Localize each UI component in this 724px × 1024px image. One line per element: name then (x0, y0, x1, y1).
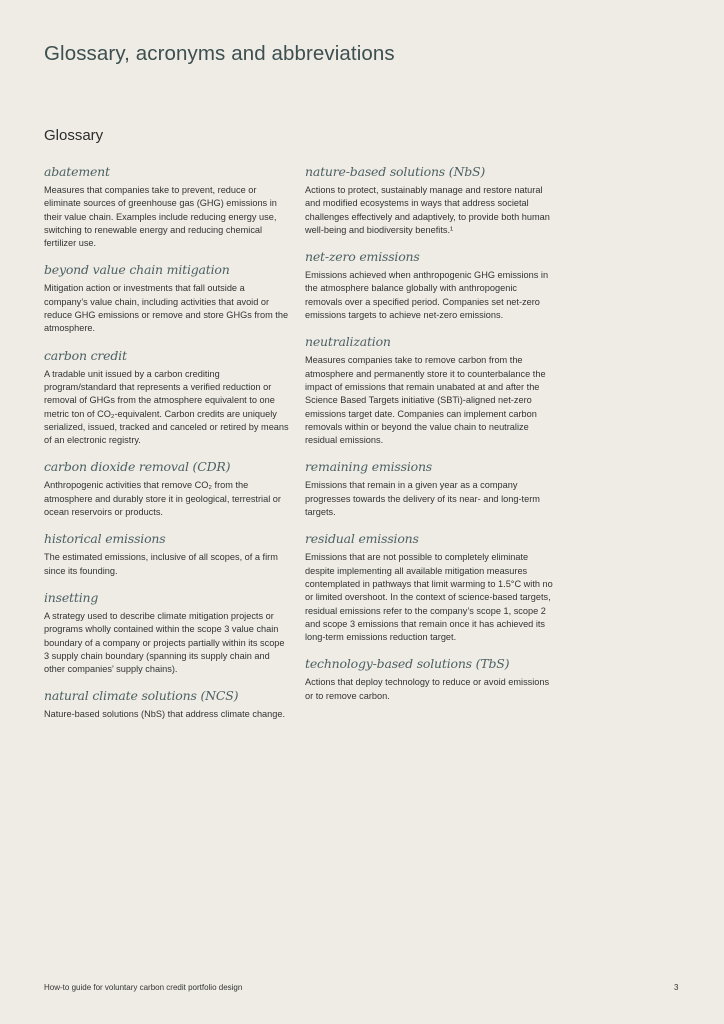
glossary-definition: Mitigation action or investments that fall outside a company’s value chain, including activities that avoid or reduce GHG emissions or remove and store GHGs from the atmosphere. (44, 283, 289, 334)
glossary-term: technology-based solutions (TbS) (305, 656, 510, 672)
glossary-term: nature-based solutions (NbS) (305, 164, 486, 179)
glossary-left-column (44, 164, 290, 734)
glossary-term: net-zero emissions (305, 249, 420, 265)
glossary-entry (305, 249, 555, 322)
glossary-entry (44, 459, 290, 519)
glossary-entry (305, 164, 555, 237)
glossary-term: historical emissions (44, 531, 166, 547)
glossary-term: abatement (44, 164, 110, 179)
glossary-entry (305, 531, 555, 644)
glossary-entry (44, 262, 290, 335)
glossary-entry (44, 531, 290, 578)
glossary-definition: Emissions achieved when anthropogenic GHG emissions in the atmosphere balance globally with anthropogenic removals over a specified period. Companies set net-zero emissions targets to achieve net-zero emissions. (305, 270, 549, 321)
glossary-term: insetting (44, 589, 99, 605)
glossary-definition: A tradable unit issued by a carbon crediting program/standard that represents a verified reduction or removal of GHGs from the atmosphere equivalent to one metric ton of CO₂-equivalent. Carbon credits are uniquely serialized, issued, tracked and canceled or retired by means of an electronic registry. (44, 368, 289, 446)
glossary-definition: Measures companies take to remove carbon from the atmosphere and permanently store it to counterbalance the impact of emissions that remain unabated at and after the Science Based Targets initiative (SBTi)-aligned net-zero emissions target date. Companies can implement carbon removals within or beyond the value chain to neutralize residual emissions. (305, 355, 546, 446)
glossary-definition: A strategy used to describe climate mitigation projects or programs wholly contained within the scope 3 value chain boundary of a company or projects partially within its scope 3 supply chain boundary (spanning its supply chain and other companies’ supply chains). (44, 610, 285, 675)
glossary-definition: Nature-based solutions (NbS) that address climate change. (44, 709, 286, 720)
glossary-definition: Emissions that remain in a given year as a company progresses towards the delivery of its near- and long-term targets. (305, 480, 540, 518)
glossary-term: neutralization (305, 334, 391, 350)
footer-document-title: How-to guide for voluntary carbon credit portfolio design (44, 983, 243, 992)
glossary-entry (305, 334, 555, 447)
glossary-definition: The estimated emissions, inclusive of all scopes, of a firm since its founding. (44, 552, 278, 576)
glossary-term: beyond value chain mitigation (44, 262, 230, 278)
glossary-entry (305, 459, 555, 519)
glossary-term: natural climate solutions (NCS) (44, 688, 239, 704)
glossary-entry (305, 656, 555, 703)
glossary-term: carbon credit (44, 347, 127, 363)
section-title: Glossary (44, 127, 104, 144)
glossary-term: carbon dioxide removal (CDR) (44, 459, 231, 475)
glossary-definition: Actions that deploy technology to reduce or avoid emissions or to remove carbon. (305, 677, 550, 701)
glossary-entry (44, 688, 290, 721)
glossary-entry (44, 348, 290, 448)
glossary-term: residual emissions (305, 531, 419, 547)
page-number: 3 (674, 983, 679, 992)
glossary-entry (44, 590, 290, 676)
glossary-definition: Measures that companies take to prevent, reduce or eliminate sources of greenhouse gas (GHG) emissions in their value chain. Examples include reducing energy use, switching to renewable energy and reducing chemical fertilizer use. (44, 185, 277, 249)
glossary-entry (44, 164, 290, 250)
page-title: Glossary, acronyms and abbreviations (44, 42, 395, 65)
glossary-right-column (305, 164, 555, 715)
glossary-term: remaining emissions (305, 459, 433, 475)
glossary-definition: Anthropogenic activities that remove CO₂ from the atmosphere and durably store it in geological, terrestrial or ocean reservoirs or products. (44, 480, 281, 518)
glossary-definition: Actions to protect, sustainably manage and restore natural and modified ecosystems in ways that address societal challenges effectively and adaptively, to provide both human well-being and biodiversity benefits.¹ (305, 185, 550, 235)
glossary-definition: Emissions that are not possible to completely eliminate despite implementing all available mitigation measures contemplated in pathways that limit warming to 1.5°C with no or limited overshoot. In the context of science-based targets, residual emissions refer to the company’s scope 1, scope 2 and scope 3 emissions that remain once it has achieved its long-term emissions reduction target. (305, 552, 553, 643)
